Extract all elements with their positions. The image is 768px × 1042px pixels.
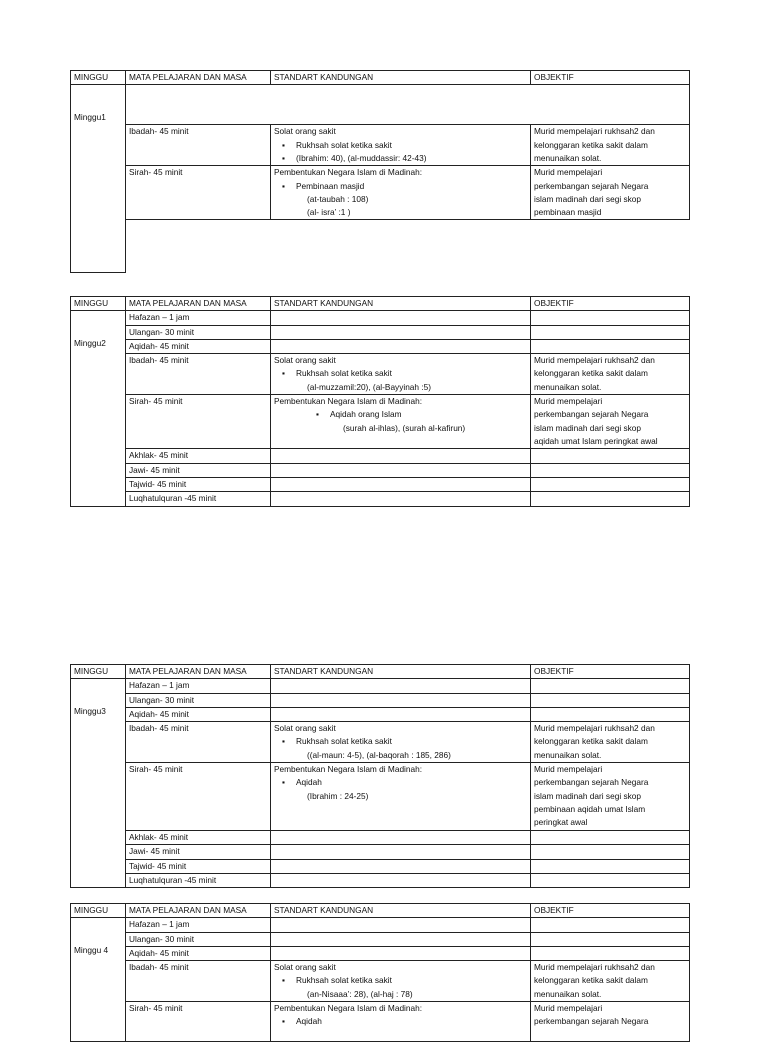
standard-title: Pembentukan Negara Islam di Madinah: [274,1003,423,1014]
standard-ref: (Ibrahim : 24-25) [307,790,369,801]
table-row [71,722,690,763]
objective-line: perkembangan sejarah Negara [534,180,649,191]
table-row [71,679,690,693]
week-label: Minggu1 [71,85,126,273]
objective-line: perkembangan sejarah Negara [534,409,649,420]
header-standard: STANDART KANDUNGAN [271,71,531,85]
objective-line: aqidah umat Islam peringkat awal [534,436,658,447]
standard-cell [271,166,531,220]
week-1-table [70,70,690,273]
table-row [71,707,690,721]
objective-cell [531,763,690,831]
standard-ref: (al- isra’ :1 ) [307,207,351,218]
header-objective: OBJEKTIF [531,665,690,679]
week-3-table [70,664,690,888]
objective-line: Murid mempelajari [534,396,603,407]
objective-line: perkembangan sejarah Negara [534,777,649,788]
objective-line: kelonggaran ketika sakit dalam [534,139,648,150]
subject-cell: Sirah- 45 minit [126,166,271,220]
subject-cell: Luqhatulquran -45 minit [126,492,271,506]
standard-title: Solat orang sakit [274,126,336,137]
header-minggu: MINGGU [71,297,126,311]
objective-line: kelonggaran ketika sakit dalam [534,975,648,986]
subject-cell: Aqidah- 45 minit [126,946,271,960]
header-subject: MATA PELAJARAN DAN MASA [126,297,271,311]
header-subject: MATA PELAJARAN DAN MASA [126,665,271,679]
header-standard: STANDART KANDUNGAN [271,904,531,918]
standard-ref: (an-Nisaaa’: 28), (al-haj : 78) [307,988,413,999]
standard-ref: (at-taubah : 108) [307,193,369,204]
table-row [71,125,690,166]
subject-cell: Ulangan- 30 minit [126,932,271,946]
table-row [71,85,690,125]
standard-bullet: ▪ Aqidah orang Islam [274,408,527,421]
header-minggu: MINGGU [71,71,126,85]
table-row [71,477,690,491]
subject-cell: Tajwid- 45 minit [126,477,271,491]
week-2-table [70,296,690,507]
subject-cell: Ibadah- 45 minit [126,961,271,1002]
objective-cell [531,395,690,449]
standard-cell [271,1002,531,1042]
standard-bullet: ▪ Rukhsah solat ketika sakit [274,974,527,987]
subject-cell: Hafazan – 1 jam [126,918,271,932]
standard-cell [271,395,531,449]
subject-cell: Akhlak- 45 minit [126,831,271,845]
standard-title: Solat orang sakit [274,355,336,366]
subject-cell: Sirah- 45 minit [126,395,271,449]
objective-cell [531,1002,690,1042]
objective-line: kelonggaran ketika sakit dalam [534,368,648,379]
standard-cell [271,961,531,1002]
objective-line: menunaikan solat. [534,988,602,999]
subject-cell: Ibadah- 45 minit [126,354,271,395]
header-minggu: MINGGU [71,665,126,679]
standard-bullet: ▪ Rukhsah solat ketika sakit [274,139,527,152]
week-4-table [70,903,690,1042]
table-row [71,1002,690,1042]
objective-line: Murid mempelajari [534,1003,603,1014]
header-row [71,71,690,85]
objective-line: pembinaan aqidah umat Islam [534,804,646,815]
week-label: Minggu2 [71,311,126,506]
objective-line: islam madinah dari segi skop [534,422,641,433]
table-row [71,831,690,845]
objective-line: Murid mempelajari rukhsah2 dan [534,962,655,973]
objective-line: menunaikan solat. [534,152,602,163]
objective-cell [531,166,690,220]
standard-bullet: ▪ (Ibrahim: 40), (al-muddassir: 42-43) [274,152,527,165]
standard-cell [271,722,531,763]
standard-bullet: ▪ Aqidah [274,1015,527,1028]
week-label: Minggu3 [71,679,126,888]
blank-row [126,85,690,125]
objective-cell [531,125,690,166]
subject-cell: Aqidah- 45 minit [126,339,271,353]
header-objective: OBJEKTIF [531,71,690,85]
standard-ref: ((al-maun: 4-5), (al-baqorah : 185, 286) [307,749,451,760]
objective-line: islam madinah dari segi skop [534,790,641,801]
header-objective: OBJEKTIF [531,297,690,311]
standard-title: Pembentukan Negara Islam di Madinah: [274,167,423,178]
objective-cell [531,354,690,395]
table-row [71,693,690,707]
standard-title: Pembentukan Negara Islam di Madinah: [274,396,423,407]
standard-ref: (surah al-ihlas), (surah al-kafirun) [343,422,466,433]
table-row [71,311,690,325]
table-row [71,449,690,463]
subject-cell: Sirah- 45 minit [126,763,271,831]
subject-cell: Hafazan – 1 jam [126,679,271,693]
subject-cell: Tajwid- 45 minit [126,859,271,873]
header-row [71,297,690,311]
standard-title: Pembentukan Negara Islam di Madinah: [274,764,423,775]
table-row [71,325,690,339]
objective-line: Murid mempelajari rukhsah2 dan [534,723,655,734]
header-subject: MATA PELAJARAN DAN MASA [126,904,271,918]
objective-line: perkembangan sejarah Negara [534,1016,649,1027]
header-objective: OBJEKTIF [531,904,690,918]
subject-cell: Luqhatulquran -45 minit [126,874,271,888]
objective-line: kelonggaran ketika sakit dalam [534,736,648,747]
table-row [71,946,690,960]
objective-line: Murid mempelajari rukhsah2 dan [534,126,655,137]
table-row [71,932,690,946]
table-row [71,354,690,395]
week-label: Minggu 4 [71,918,126,1042]
subject-cell: Jawi- 45 minit [126,845,271,859]
objective-line: islam madinah dari segi skop [534,193,641,204]
subject-cell: Ibadah- 45 minit [126,722,271,763]
standard-title: Solat orang sakit [274,723,336,734]
objective-cell [531,961,690,1002]
subject-cell: Aqidah- 45 minit [126,707,271,721]
objective-line: pembinaan masjid [534,207,602,218]
standard-bullet: ▪ Rukhsah solat ketika sakit [274,367,527,380]
table-row [71,166,690,220]
standard-cell [271,125,531,166]
table-row [71,395,690,449]
subject-cell: Ulangan- 30 minit [126,693,271,707]
objective-line: menunaikan solat. [534,749,602,760]
table-row [71,463,690,477]
header-minggu: MINGGU [71,904,126,918]
standard-bullet: ▪ Pembinaan masjid [274,180,527,193]
header-row [71,665,690,679]
table-row [71,339,690,353]
table-row [71,492,690,506]
header-standard: STANDART KANDUNGAN [271,297,531,311]
table-row [71,859,690,873]
subject-cell: Jawi- 45 minit [126,463,271,477]
blank-row [126,220,690,273]
standard-cell [271,763,531,831]
subject-cell: Hafazan – 1 jam [126,311,271,325]
objective-line: peringkat awal [534,817,588,828]
standard-cell [271,354,531,395]
header-row [71,904,690,918]
table-row [71,220,690,273]
objective-cell [531,722,690,763]
table-row [71,874,690,888]
objective-line: menunaikan solat. [534,381,602,392]
table-row [71,918,690,932]
table-row [71,845,690,859]
standard-ref: (al-muzzamil:20), (al-Bayyinah :5) [307,381,432,392]
standard-title: Solat orang sakit [274,962,336,973]
subject-cell: Ibadah- 45 minit [126,125,271,166]
header-subject: MATA PELAJARAN DAN MASA [126,71,271,85]
table-row [71,763,690,831]
table-row [71,961,690,1002]
objective-line: Murid mempelajari rukhsah2 dan [534,355,655,366]
objective-line: Murid mempelajari [534,764,603,775]
header-standard: STANDART KANDUNGAN [271,665,531,679]
subject-cell: Akhlak- 45 minit [126,449,271,463]
objective-line: Murid mempelajari [534,167,603,178]
subject-cell: Sirah- 45 minit [126,1002,271,1042]
standard-bullet: ▪ Aqidah [274,776,527,789]
subject-cell: Ulangan- 30 minit [126,325,271,339]
standard-bullet: ▪ Rukhsah solat ketika sakit [274,735,527,748]
